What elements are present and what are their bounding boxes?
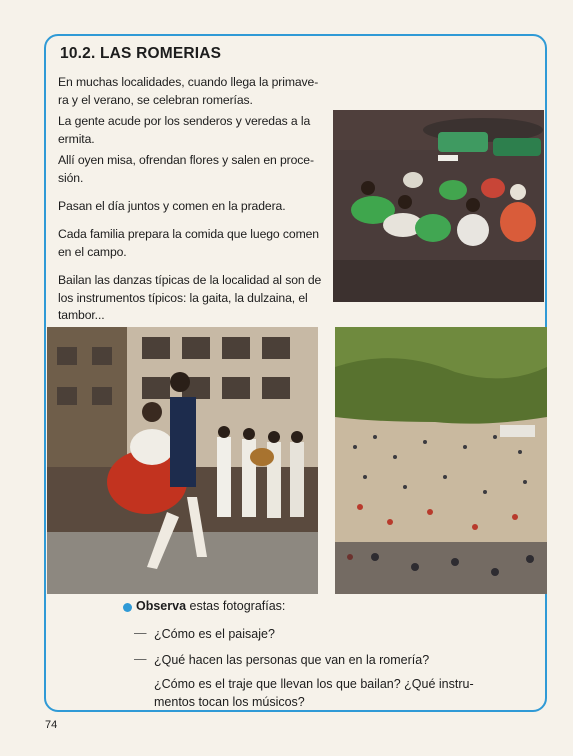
observa-rest: estas fotografías: bbox=[186, 599, 286, 613]
question-dash-2: — bbox=[134, 652, 147, 666]
question-dash-1: — bbox=[134, 626, 147, 640]
paragraph-5: Cada familia prepara la comida que luego comen en el campo. bbox=[58, 227, 319, 259]
paragraph-3: Allí oyen misa, ofrendan flores y salen en proce- sión. bbox=[58, 153, 314, 185]
question-2: ¿Qué hacen las personas que van en la romería? bbox=[154, 653, 430, 667]
observa-instruction bbox=[136, 599, 285, 613]
section-title: 10.2. LAS ROMERIAS bbox=[60, 45, 222, 62]
photo-picnic bbox=[333, 110, 544, 302]
question-1: ¿Cómo es el paisaje? bbox=[154, 627, 275, 641]
paragraph-1: En muchas localidades, cuando llega la primave- ra y el verano, se celebran romerías. bbox=[58, 75, 319, 107]
photo-crowd bbox=[335, 327, 547, 594]
page-number: 74 bbox=[45, 719, 58, 731]
observa-bold: Observa bbox=[136, 599, 187, 613]
paragraph-6: Bailan las danzas típicas de la localidad al son de los instrumentos típicos: la gaita, la dulzaina, el tambor... bbox=[58, 273, 322, 322]
paragraph-4: Pasan el día juntos y comen en la pradera. bbox=[58, 199, 286, 213]
photo-dancers bbox=[47, 327, 318, 594]
question-3: ¿Cómo es el traje que llevan los que bailan? ¿Qué instru- mentos tocan los músicos? bbox=[154, 677, 474, 709]
paragraph-2: La gente acude por los senderos y veredas a la ermita. bbox=[58, 114, 311, 146]
observa-bullet bbox=[123, 603, 132, 612]
